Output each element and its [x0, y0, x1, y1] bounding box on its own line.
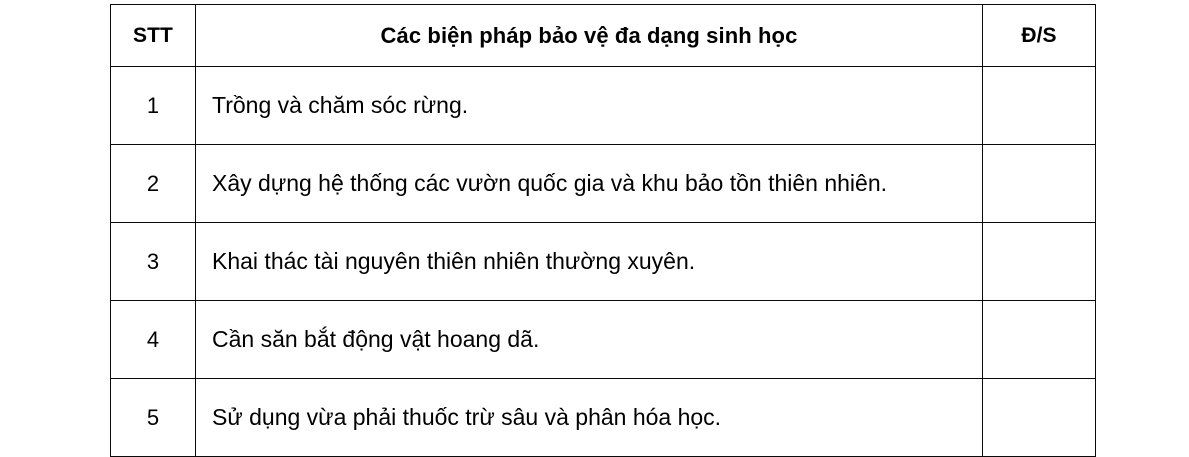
row-measure-text: Khai thác tài nguyên thiên nhiên thường xuyên. [196, 223, 983, 301]
table-row [111, 379, 1096, 457]
row-number: 5 [111, 379, 196, 457]
row-number: 1 [111, 67, 196, 145]
row-measure-text: Xây dựng hệ thống các vườn quốc gia và khu bảo tồn thiên nhiên. [196, 145, 983, 223]
column-header-truefalse: Đ/S [983, 5, 1096, 67]
row-answer-cell[interactable] [983, 379, 1096, 457]
table-row [111, 145, 1096, 223]
table-row [111, 301, 1096, 379]
table-body [111, 67, 1096, 457]
row-answer-cell[interactable] [983, 145, 1096, 223]
row-number: 3 [111, 223, 196, 301]
column-header-stt: STT [111, 5, 196, 67]
row-measure-text: Trồng và chăm sóc rừng. [196, 67, 983, 145]
row-answer-cell[interactable] [983, 67, 1096, 145]
row-measure-text: Cần săn bắt động vật hoang dã. [196, 301, 983, 379]
column-header-measures: Các biện pháp bảo vệ đa dạng sinh học [196, 5, 983, 67]
table-header [111, 5, 1096, 67]
table-row [111, 67, 1096, 145]
table-header-row [111, 5, 1096, 67]
measures-table-container [110, 4, 1095, 457]
row-answer-cell[interactable] [983, 301, 1096, 379]
row-answer-cell[interactable] [983, 223, 1096, 301]
row-measure-text: Sử dụng vừa phải thuốc trừ sâu và phân hóa học. [196, 379, 983, 457]
row-number: 4 [111, 301, 196, 379]
row-number: 2 [111, 145, 196, 223]
measures-table [110, 4, 1096, 457]
table-row [111, 223, 1096, 301]
